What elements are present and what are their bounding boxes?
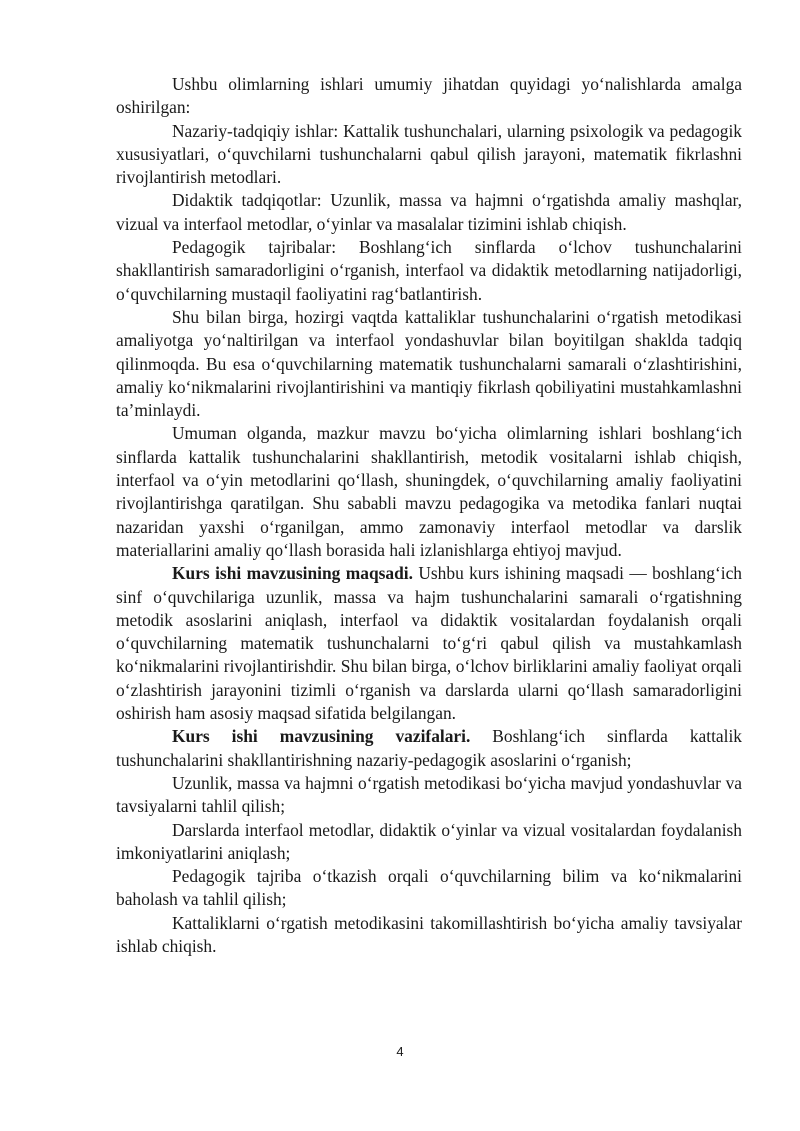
paragraph-course-goal [116,562,742,725]
task-item-interactive-methods: Darslarda interfaol metodlar, didaktik o‘yinlar va vizual vositalardan foydalanish imkoniyatlarini aniqlash; [116,819,742,863]
course-goal-heading: Kurs ishi mavzusining maqsadi. [172,563,413,584]
page-number: 4 [396,1044,404,1059]
task-item-recommendations: Kattaliklarni o‘rgatish metodikasini takomillashtirish bo‘yicha amaliy tavsiyalar ishlab chiqish. [116,912,742,956]
paragraph-general-summary: Umuman olganda, mazkur mavzu bo‘yicha olimlarning ishlari boshlang‘ich sinflarda kattalik tushunchalarini shakllantirish, metodik vositalarni ishlab chiqish, interfaol va o‘yin metodlarini qo‘llash, shuningdek, o‘quvchilarning amaliy faoliyatini rivojlantirishga qaratilgan. Shu sababli mavzu pedagogika va metodika fanlari nuqtai nazaridan yaxshi o‘rganilgan, ammo zamonaviy interfaol metodlar va darslik materiallarini amaliy qo‘llash borasida hali izlanishlarga ehtiyoj mavjud. [116,423,742,560]
course-goal-text: Ushbu kurs ishining maqsadi — boshlang‘ich sinf o‘quvchilariga uzunlik, massa va hajm tushunchalarini samarali o‘rgatishning metodik asoslarini aniqlash, interfaol va didaktik vositalardan foydalanish orqali o‘quvchilarning matematik tushunchalarni to‘g‘ri qabul qilish va mustahkamlash ko‘nikmalarini rivojlantirishdir. Shu bilan birga, o‘lchov birliklarini amaliy faoliyat orqali o‘zlashtirish jarayonini tizimli o‘rganish va darslarda ularni qo‘llash samaradorligini oshirish ham asosiy maqsad sifatida belgilangan. [116,563,742,724]
task-item-analysis: Uzunlik, massa va hajmni o‘rgatish metodikasi bo‘yicha mavjud yondashuvlar va tavsiyalarni tahlil qilish; [116,772,742,817]
document-body [116,73,742,958]
paragraph-didactic-research: Didaktik tadqiqotlar: Uzunlik, massa va hajmni o‘rgatishda amaliy mashqlar, vizual va interfaol metodlar, o‘yinlar va masalalar tizimini ishlab chiqish. [116,190,742,234]
paragraph-pedagogical-experiments: Pedagogik tajribalar: Boshlang‘ich sinflarda o‘lchov tushunchalarini shakllantirish samaradorligini o‘rganish, interfaol va didaktik metodlarning natijadorligi, o‘quvchilarning mustaqil faoliyatini rag‘batlantirish. [116,237,742,304]
paragraph-course-tasks [116,725,742,772]
course-tasks-text: Boshlang‘ich sinflarda kattalik tushunchalarini shakllantirishning nazariy-pedagogik asoslarini o‘rganish; [116,726,742,770]
paragraph-theoretical-research: Nazariy-tadqiqiy ishlar: Kattalik tushunchalari, ularning psixologik va pedagogik xususiyatlari, o‘quvchilarni tushunchalarni qabul qilish jarayoni, matematik fikrlashni rivojlantirish metodlari. [116,120,742,188]
course-tasks-heading: Kurs ishi mavzusining vazifalari. [172,726,471,747]
task-item-pedagogical-experiment: Pedagogik tajriba o‘tkazish orqali o‘quvchilarning bilim va ko‘nikmalarini baholash va tahlil qilish; [116,866,742,910]
paragraph-current-methodology: Shu bilan birga, hozirgi vaqtda kattaliklar tushunchalarini o‘rgatish metodikasi amaliyotga yo‘naltirilgan va interfaol yondashuvlar bilan boyitilgan shaklda tadqiq qilinmoqda. Bu esa o‘quvchilarning matematik tushunchalarni samarali o‘zlashtirishini, amaliy ko‘nikmalarini rivojlantirishini va mantiqiy fikrlash qobiliyatini mustahkamlashni ta’minlaydi. [116,306,742,421]
paragraph-research-areas-intro: Ushbu olimlarning ishlari umumiy jihatdan quyidagi yo‘nalishlarda amalga oshirilgan: [116,74,742,118]
